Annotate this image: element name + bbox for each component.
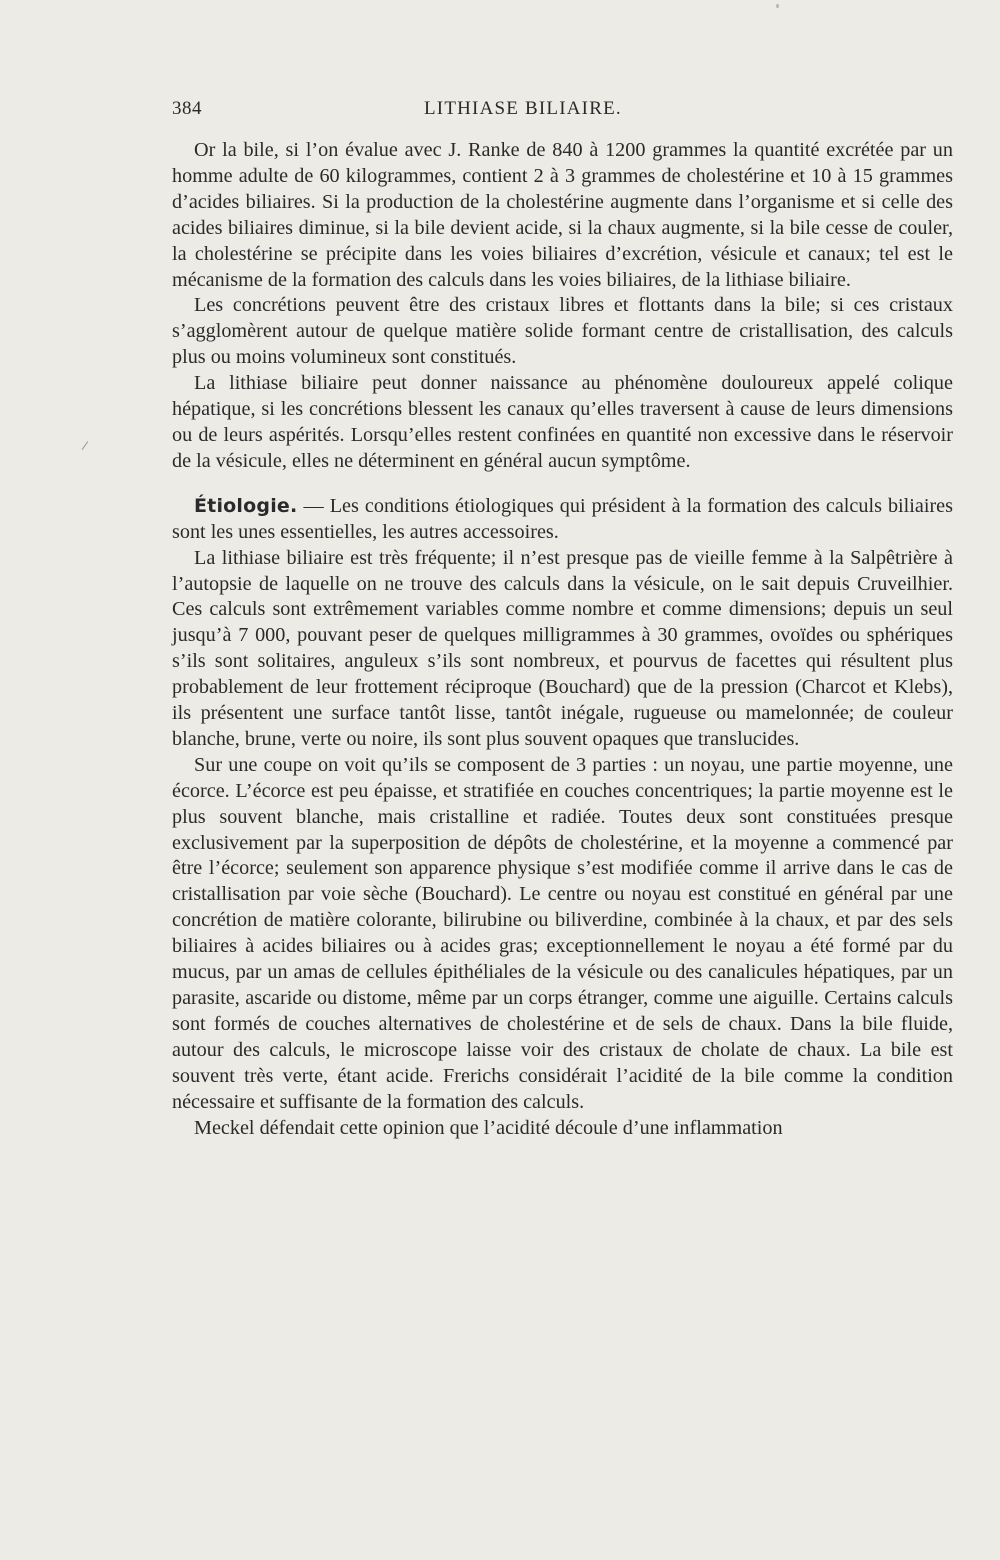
- paragraph: Les concrétions peuvent être des cristaux libres et flottants dans la bile; si ces cristaux s’agglomèrent autour de quelque matière solide formant centre de cristallisation, des calculs plus ou moins volumineux sont constitués.: [172, 294, 953, 369]
- paragraph: La lithiase biliaire peut donner naissance au phénomène douloureux appelé colique hépatique, si les concrétions blessent les canaux qu’elles traversent à cause de leurs dimensions ou de leurs aspérités. Lorsqu’elles restent confinées en quantité non excessive dans le réservoir de la vésicule, elles ne déterminent en général aucun symptôme.: [172, 372, 953, 472]
- margin-pencil-mark: [82, 441, 93, 453]
- paragraph: Meckel défendait cette opinion que l’acidité découle d’une inflammation: [194, 1116, 783, 1139]
- section-paragraph: [172, 494, 953, 546]
- paragraph: Sur une coupe on voit qu’ils se composent de 3 parties : un noyau, une partie moyenne, une écorce. L’écorce est peu épaisse, et stratifiée en couches concentriques; la partie moyenne est le plus souvent blanche, mais cristalline et radiée. Toutes deux sont constituées presque exclusivement par la superposition de dépôts de cholestérine, et la moyenne a commencé par être l’écorce; seulement son apparence physique s’est modifiée comme il arrive dans le cas de cristallisation par voie sèche (Bouchard). Le centre ou noyau est constitué en général par une concrétion de matière colorante, bilirubine ou biliverdine, combinée à la chaux, et par des sels biliaires à acides biliaires ou à acides gras; exceptionnellement le noyau a été formé par du mucus, par un amas de cellules épithéliales de la vésicule ou des canalicules hépatiques, par un parasite, ascaride ou distome, même par un corps étranger, comme une aiguille. Certains calculs sont formés de couches alternatives de cholestérine et de sels de chaux. Dans la bile fluide, autour des calculs, le microscope laisse voir des cristaux de cholate de chaux. La bile est souvent très verte, étant acide. Frerichs considérait l’acidité de la bile comme la condition nécessaire et suffisante de la formation des calculs.: [172, 753, 953, 1113]
- running-title: LITHIASE BILIAIRE.: [424, 98, 622, 119]
- page-number: 384: [172, 98, 202, 119]
- paper-speck: [776, 4, 779, 8]
- paragraph: La lithiase biliaire est très fréquente; il n’est presque pas de vieille femme à la Salpêtrière à l’autopsie de laquelle on ne trouve des calculs dans la vésicule, on le sait depuis Cruveilhier. Ces calculs sont extrêmement variables comme nombre et comme dimensions; depuis un seul jusqu’à 7 000, pouvant peser de quelques milligrammes à 30 grammes, ovoïdes ou sphériques s’ils sont solitaires, anguleux s’ils sont nombreux, et pourvus de facettes qui résultent plus probablement de leur frottement réciproque (Bouchard) que de la pression (Charcot et Klebs), ils présentent une surface tantôt lisse, tantôt inégale, rugueuse ou mamelonnée; de couleur blanche, brune, verte ou noire, ils sont plus souvent opaques que translucides.: [172, 546, 953, 750]
- body-text: [172, 138, 953, 1141]
- paragraph: Or la bile, si l’on évalue avec J. Ranke de 840 à 1200 grammes la quantité excrétée par un homme adulte de 60 kilogrammes, contient 2 à 3 grammes de cholestérine et 10 à 15 grammes d’acides biliaires. Si la production de la cholestérine augmente dans l’organisme et si celle des acides biliaires diminue, si la bile devient acide, si la chaux augmente, si la bile cesse de couler, la cholestérine se précipite dans les voies biliaires d’excrétion, vésicule et canaux; tel est le mécanisme de la formation des calculs dans les voies biliaires, de la lithiase biliaire.: [172, 139, 953, 291]
- page-header: [172, 98, 952, 124]
- section-paragraph-text: — Les conditions étiologiques qui président à la formation des calculs biliaires sont les unes essentielles, les autres accessoires.: [172, 494, 953, 543]
- section-heading: Étiologie.: [194, 494, 298, 517]
